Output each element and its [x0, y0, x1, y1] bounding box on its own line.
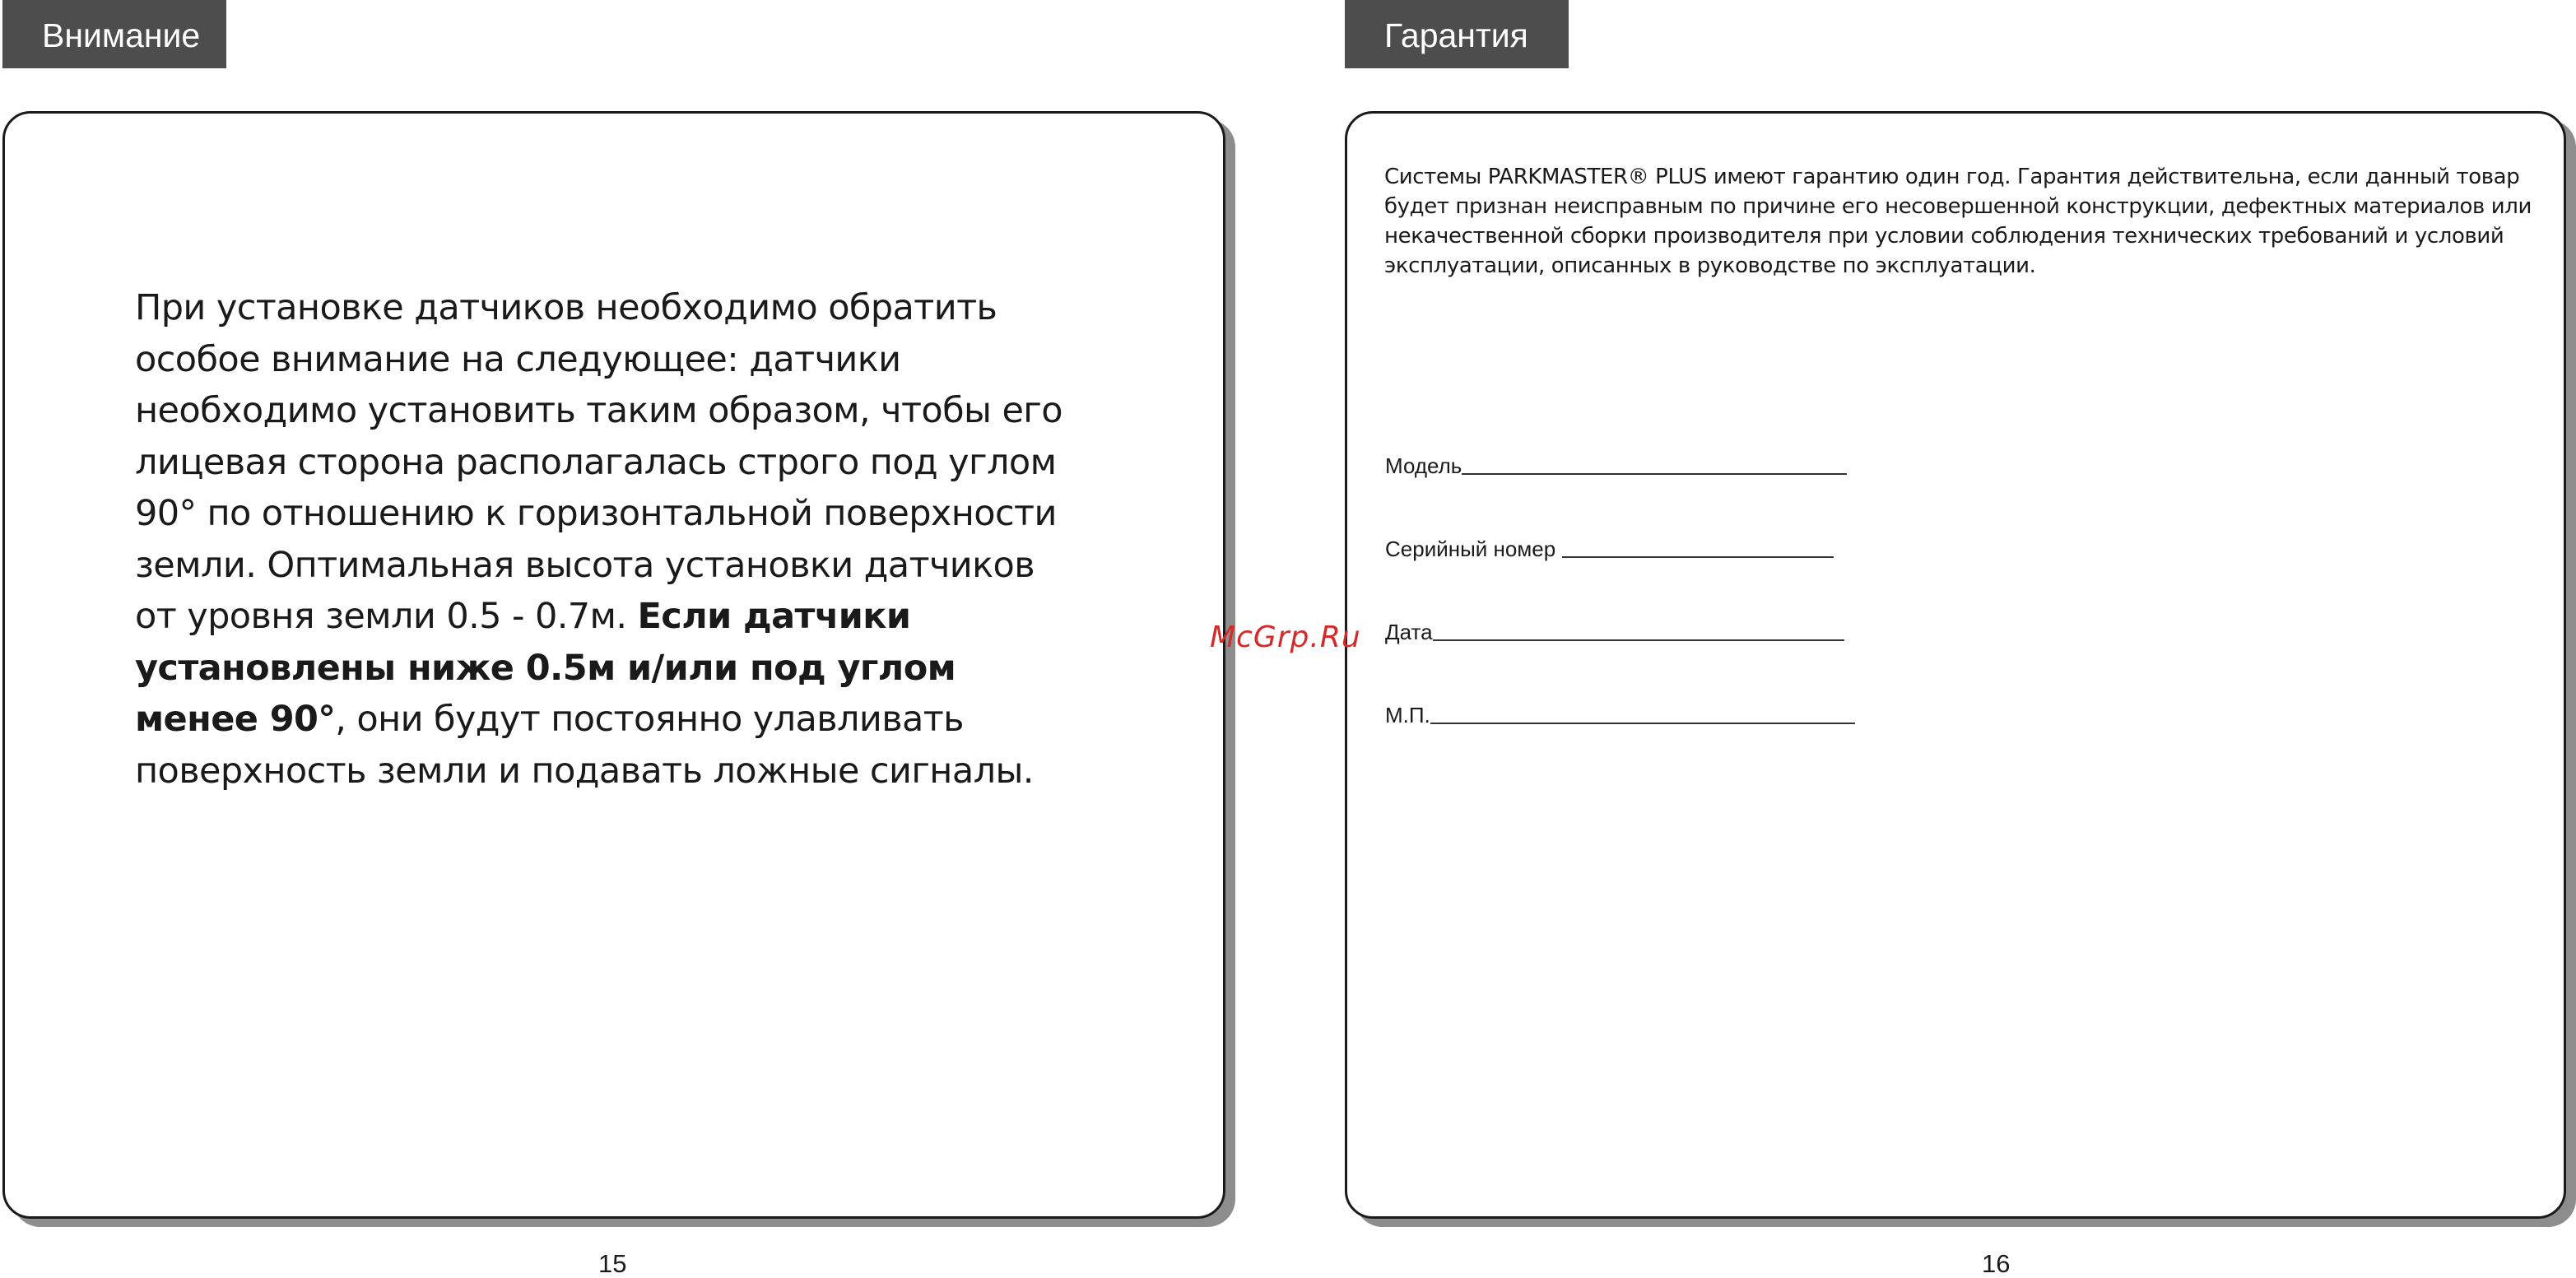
- date-label: Дата: [1385, 620, 1433, 644]
- page-number: 15: [598, 1249, 627, 1278]
- model-field[interactable]: [1385, 448, 1847, 478]
- model-line[interactable]: [1462, 473, 1847, 475]
- page-left: [0, 0, 1235, 1278]
- date-line[interactable]: [1433, 639, 1844, 641]
- watermark: McGrp.Ru: [1210, 620, 1361, 654]
- warning-text-regular: При установке датчиков необходимо обратить особое внимание на следующее: датчики необходимо установить таким образом, чтобы его лицевая сторона располагалась строго под углом 90° по отношению к горизонтальной поверхности земли. Оптимальная высота установки датчиков от уровня земли 0.5 - 0.7м.: [135, 287, 1062, 637]
- date-field[interactable]: [1385, 615, 1844, 644]
- page-number: 16: [1982, 1249, 2011, 1278]
- warning-card: [2, 111, 1225, 1219]
- serial-number-field[interactable]: [1385, 532, 1834, 561]
- stamp-line[interactable]: [1430, 723, 1855, 724]
- serial-number-line[interactable]: [1562, 556, 1834, 558]
- page-right: [1345, 0, 2576, 1278]
- warning-text: [135, 282, 1073, 797]
- warranty-text: Системы PARKMASTER® PLUS имеют гарантию один год. Гарантия действительна, если данный товар будет признан неисправным по причине его несовершенной конструкции, дефектных материалов или некачественной сборки производителя при условии соблюдения технических требований и условий эксплуатации, описанных в руководстве по эксплуатации.: [1384, 165, 2532, 278]
- warranty-card: [1345, 111, 2566, 1219]
- stamp-label: М.П.: [1385, 703, 1430, 727]
- section-header-warning: Внимание: [2, 0, 226, 68]
- warning-text-tail: , они будут постоянно улавливать поверхность земли и подавать ложные сигналы.: [135, 699, 1034, 792]
- serial-number-label: Серийный номер: [1385, 537, 1556, 561]
- warning-text-bold: Если датчики установлены ниже 0.5м и/или под углом менее 90°: [135, 596, 956, 740]
- stamp-field[interactable]: [1385, 698, 1855, 727]
- model-label: Модель: [1385, 453, 1462, 478]
- section-header-warranty: Гарантия: [1345, 0, 1569, 68]
